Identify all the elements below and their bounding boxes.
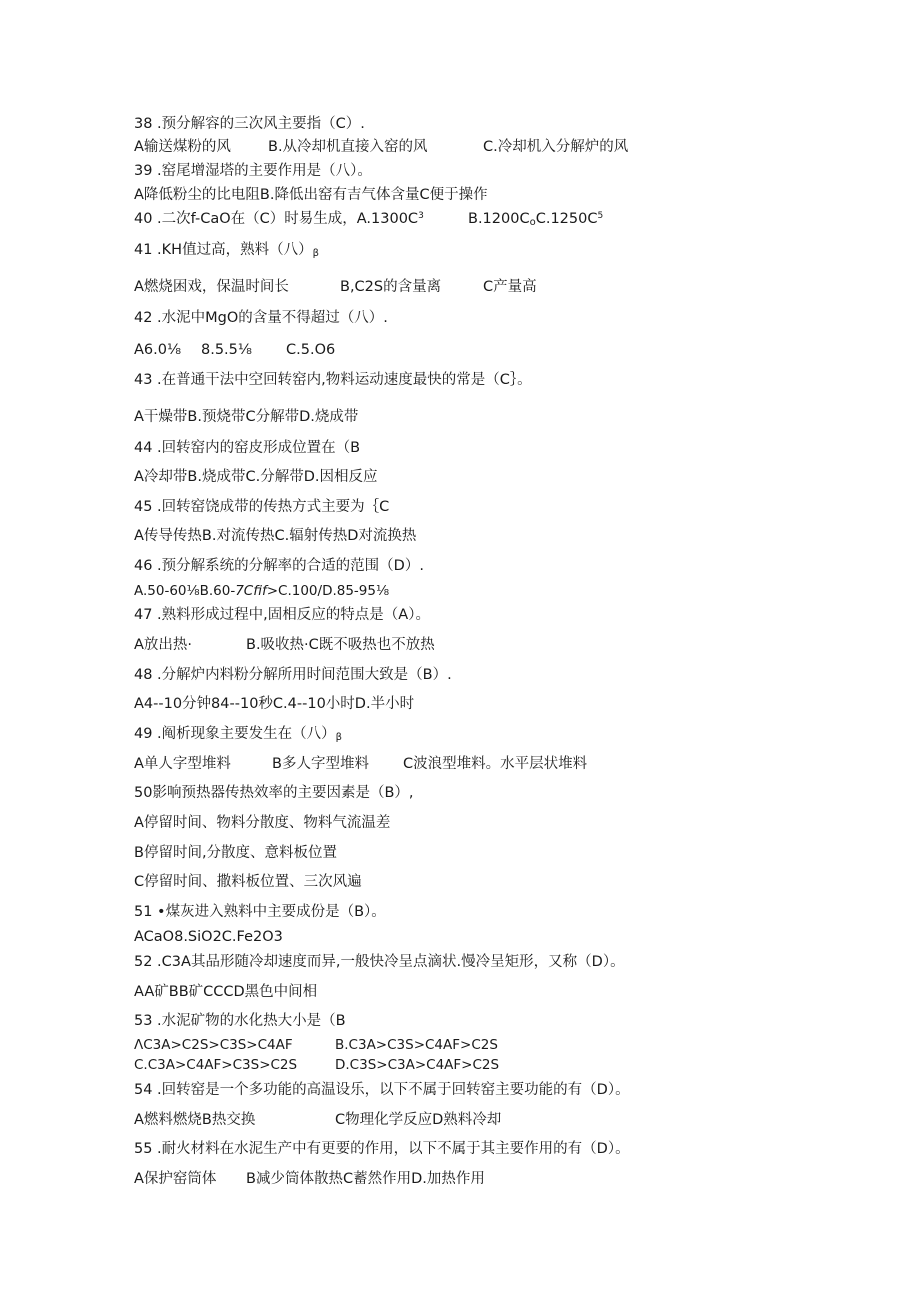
q40-superscript-2: 5: [597, 211, 604, 221]
question-42-stem: 42 .水泥中MgO的含量不得超过（八）.: [134, 310, 388, 326]
question-40-line: [134, 210, 654, 228]
question-38-options: [134, 138, 654, 156]
q46-options-italic: 7Cfif: [235, 583, 267, 599]
question-52-options: AA矿BB矿CCCD黑色中间相: [134, 984, 318, 1000]
question-38-stem: 38 .预分解容的三次风主要指（C）.: [134, 116, 365, 132]
question-39-stem: 39 .窑尾增湿塔的主要作用是（八）。: [134, 163, 372, 179]
q40-superscript-1: 3: [418, 211, 424, 221]
question-47-stem: 47 .熟料形成过程中,固相反应的特点是（A）。: [134, 607, 430, 623]
question-54-options: [134, 1111, 534, 1129]
question-47-options: [134, 636, 464, 654]
question-48-options: A4--10分钟84--10秒C.4--10小时D.半小时: [134, 696, 415, 712]
q53-option-d: D.C3S>C3A>C4AF>C2S: [335, 1057, 500, 1073]
q42-option-c: C.5.O6: [286, 342, 336, 358]
q40-option-c: C.1250C: [535, 211, 598, 227]
q54-option-ab: A燃料燃烧B热交换: [134, 1112, 256, 1128]
q47-option-bc: B.吸收热·C既不吸热也不放热: [246, 637, 435, 653]
question-41-options: [134, 278, 584, 296]
q53-option-a: ΛC3A>C2S>C3S>C4AF: [134, 1037, 293, 1053]
question-55-options: [134, 1170, 534, 1188]
question-45-stem: 45 .回转窑饶成带的传热方式主要为｛C: [134, 499, 390, 515]
q53-option-b: B.C3A>C3S>C4AF>C2S: [335, 1037, 498, 1053]
question-44-stem: 44 .回转窑内的窑皮形成位置在（B: [134, 440, 361, 456]
question-53-stem: 53 .水泥矿物的水化热大小是（B: [134, 1013, 346, 1029]
q49-option-c: C波浪型堆料。水平层状堆料: [403, 756, 588, 772]
q41-beta: β: [312, 248, 319, 259]
q50-option-b: B停留时间,分散度、意料板位置: [134, 845, 338, 861]
question-46-options: [134, 582, 389, 600]
question-55-stem: 55 .耐火材料在水泥生产中有更要的作用，以下不属于其主要作用的有（D）。: [134, 1141, 630, 1157]
q53-option-c: C.C3A>C4AF>C3S>C2S: [134, 1057, 298, 1073]
q50-option-c: C停留时间、撒料板位置、三次风遍: [134, 874, 362, 890]
q40-subscript: o: [529, 217, 536, 228]
question-49-stem: 49 .阄析现象主要发生在（八）: [134, 726, 336, 742]
q38-option-c: C.冷却机入分解炉的风: [483, 139, 629, 155]
q42-option-a: A6.0⅛: [134, 342, 182, 358]
question-51-options: ACaO8.SiO2C.Fe2O3: [134, 929, 283, 945]
question-52-stem: 52 .C3A其品形随冷却速度而异,一般快冷呈点滴状.慢冷呈矩形，又称（D）。: [134, 954, 625, 970]
question-44-options: A冷却带B.烧成带C.分解带D.因相反应: [134, 469, 378, 485]
q47-option-a: A放出热·: [134, 637, 193, 653]
q54-option-cd: C物理化学反应D熟料冷却: [335, 1112, 502, 1128]
q41-option-c: C产量高: [483, 279, 537, 295]
question-49-options: [134, 755, 604, 773]
question-49-line: [134, 725, 342, 747]
q41-option-a: A燃烧困戏，保温时间长: [134, 279, 289, 295]
q42-option-b: 8.5.5⅛: [201, 342, 252, 358]
q49-option-b: B多人字型堆料: [272, 756, 369, 772]
question-45-options: A传导传热B.对流传热C.辐射传热D对流换热: [134, 528, 417, 544]
q55-option-bcd: B减少筒体散热C蓄然作用D.加热作用: [246, 1171, 485, 1187]
q41-option-b: B,C2S的含量离: [340, 279, 442, 295]
question-39-options: A降低粉尘的比电阻B.降低出窑有吉气体含量C便于操作: [134, 187, 488, 203]
q46-options-end: >C.100/D.85-95⅛: [266, 583, 390, 599]
q55-option-a: A保护窑筒体: [134, 1171, 217, 1187]
q50-option-a: A停留时间、物料分散度、物料气流温差: [134, 815, 391, 831]
question-40-stem: 40 .二次f-CaO在（C）时易生成，A.1300C: [134, 211, 419, 227]
question-41-stem: 41 .KH值过高，熟料（八）: [134, 242, 313, 258]
question-51-stem: 51 •煤灰进入熟料中主要成份是（B）。: [134, 904, 386, 920]
q38-option-a: A输送煤粉的风: [134, 139, 231, 155]
question-53-options-row1: [134, 1036, 514, 1054]
question-41-line: [134, 241, 319, 263]
question-50-stem: 50影响预热器传热效率的主要因素是（B）,: [134, 785, 414, 801]
q46-options-start: A.50-60⅛B.60-: [134, 583, 236, 599]
question-53-options-row2: [134, 1056, 514, 1074]
q38-option-b: B.从冷却机直接入窑的风: [268, 139, 428, 155]
q49-option-a: A单人字型堆料: [134, 756, 231, 772]
question-43-options: A干燥带B.预烧带C分解带D.烧成带: [134, 409, 359, 425]
question-48-stem: 48 .分解炉内料粉分解所用时间范围大致是（B）.: [134, 667, 452, 683]
q40-option-b: B.1200C: [468, 211, 530, 227]
question-42-options: [134, 341, 384, 359]
q49-beta: β: [335, 732, 343, 743]
question-43-stem: 43 .在普通干法中空回转窑内,物料运动速度最快的常是（C｝。: [134, 372, 532, 388]
question-54-stem: 54 .回转窑是一个多功能的高温设乐，以下不属于回转窑主要功能的有（D）。: [134, 1082, 630, 1098]
question-46-stem: 46 .预分解系统的分解率的合适的范围（D）.: [134, 558, 424, 574]
